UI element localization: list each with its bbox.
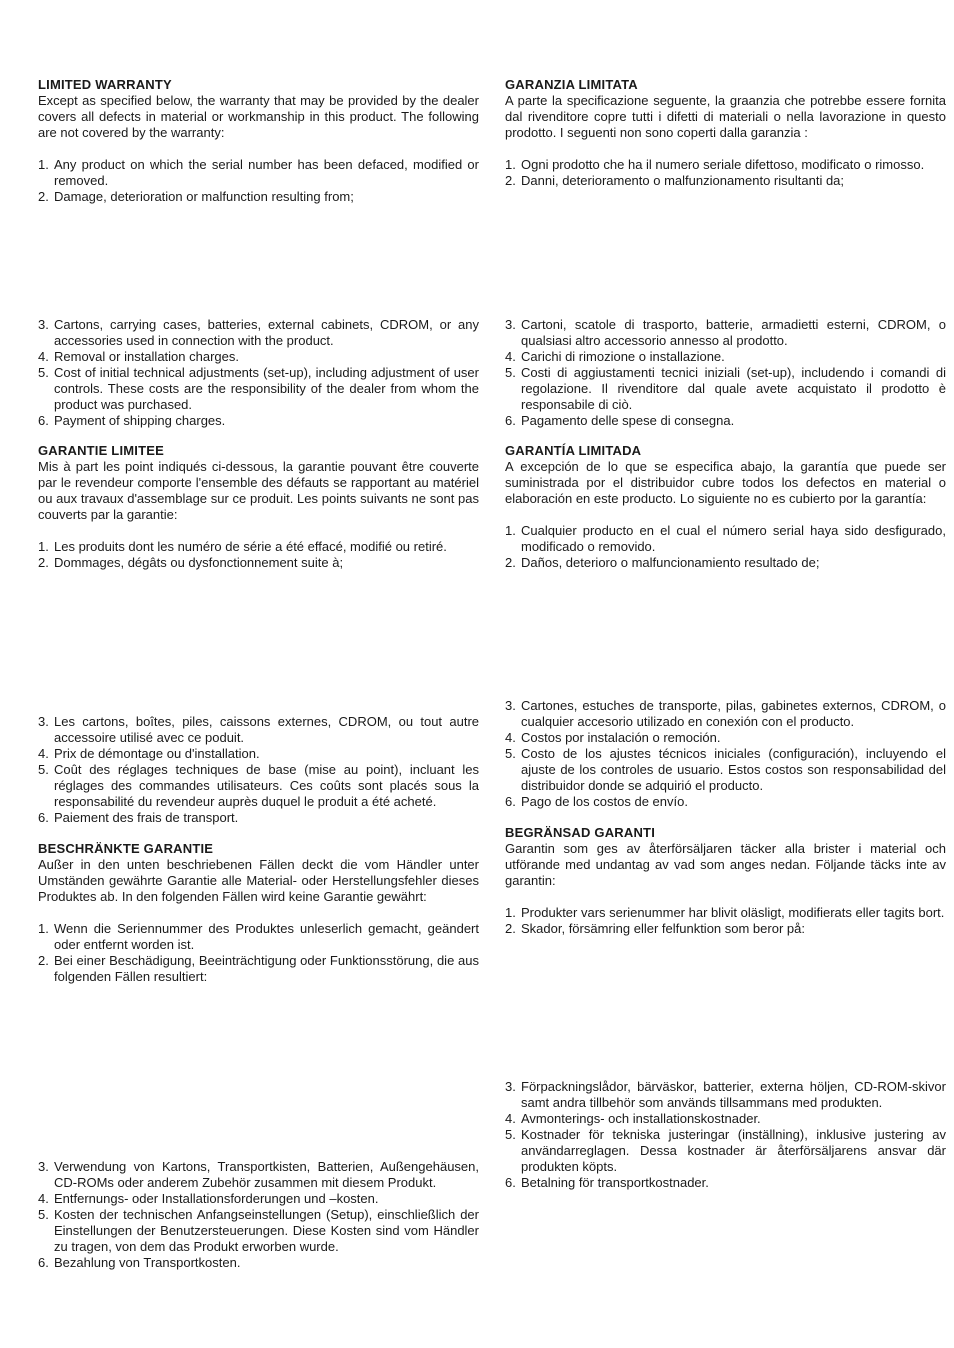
list-item: 4. Costos por instalación o remoción.: [505, 730, 721, 745]
section-es-bottom: [505, 698, 946, 810]
section-title: LIMITED WARRANTY: [38, 77, 172, 92]
list-item: 1. Les produits dont les numéro de série a été effacé, modifié ou retiré.: [38, 539, 447, 554]
exclusion-list: [505, 905, 946, 937]
list-item: 5. Cost of initial technical adjustments (set-up), including adjustment of user controls. These costs are the responsibility of the dealer from whom the product was purchased.: [38, 365, 479, 412]
exclusion-list: [505, 523, 946, 571]
list-item: 3. Cartons, carrying cases, batteries, external cabinets, CDROM, or any accessories used in connection with the product.: [38, 317, 479, 348]
exclusion-list: [38, 317, 479, 429]
list-item: 5. Kostnader för tekniska justeringar (inställning), inklusive justering av användarreglagen. Dessa kostnader är återförsäljarens ansvar där produkten köpts.: [505, 1127, 946, 1174]
list-item: 2. Danni, deterioramento o malfunzionamento risultanti da;: [505, 173, 845, 188]
list-item: 4. Entfernungs- oder Installationsforderungen und –kosten.: [38, 1191, 379, 1206]
section-fr-bottom: [38, 714, 479, 826]
section-fr-top: [38, 443, 479, 571]
list-item: 3. Cartoni, scatole di trasporto, batterie, armadietti esterni, CDROM, o qualsiasi altro accessorio annesso al prodotto.: [505, 317, 946, 348]
section-de-bottom: [38, 1159, 479, 1271]
list-item: 5. Kosten der technischen Anfangseinstellungen (Setup), einschließlich der Einstellungen der Benutzersteuerungen. Diese Kosten sind vom Händler zu tragen, von dem das Produkt erworben wurde.: [38, 1207, 479, 1254]
list-item: 6. Pago de los costos de envío.: [505, 794, 688, 809]
list-item: 2. Damage, deterioration or malfunction resulting from;: [38, 189, 354, 204]
exclusion-list: [38, 157, 479, 205]
section-intro: A excepción de lo que se especifica abajo, la garantía que puede ser suministrada por el distribuidor cubre todos los defectos en material o elaboración en este producto. Lo siguiente no es cubierto por la garantía:: [505, 459, 946, 506]
list-item: 4. Removal or installation charges.: [38, 349, 239, 364]
section-sv-top: [505, 825, 946, 937]
list-item: 3. Les cartons, boîtes, piles, caissons externes, CDROM, ou tout autre accessoire utilisé avec ce poduit.: [38, 714, 479, 745]
exclusion-list: [505, 317, 946, 429]
section-title: BEGRÄNSAD GARANTI: [505, 825, 656, 840]
list-item: 3. Cartones, estuches de transporte, pilas, gabinetes externos, CDROM, o cualquier accesorio utilizado en conexión con el producto.: [505, 698, 946, 729]
list-item: 6. Payment of shipping charges.: [38, 413, 226, 428]
section-en-bottom: [38, 317, 479, 429]
list-item: 5. Costi di aggiustamenti tecnici iniziali (set-up), includendo i comandi di regolazione. Il rivenditore dal quale avete acquistato il prodotto è responsabile di ciò.: [505, 365, 946, 412]
list-item: 1. Any product on which the serial number has been defaced, modified or removed.: [38, 157, 479, 188]
section-sv-bottom: [505, 1079, 946, 1191]
section-en-top: [38, 77, 479, 205]
exclusion-list: [505, 698, 946, 810]
exclusion-list: [505, 157, 946, 189]
section-intro: Mis à part les point indiqués ci-dessous, la garantie pouvant être couverte par le revendeur comporte l'ensemble des défauts se rapportant au matériel ou aux travaux d'assemblage sur ce produit. Les points suivants ne sont pas couverts par la garantie:: [38, 459, 479, 522]
list-item: 3. Verwendung von Kartons, Transportkisten, Batterien, Außengehäusen, CD-ROMs oder anderem Zubehör zusammen mit diesem Produkt.: [38, 1159, 479, 1190]
section-intro: Garantin som ges av återförsäljaren täcker alla brister i material och utförande med undantag av vad som anges nedan. Följande täcks inte av garantin:: [505, 841, 946, 888]
section-es-top: [505, 443, 946, 571]
section-it-top: [505, 77, 946, 189]
list-item: 4. Prix de démontage ou d'installation.: [38, 746, 260, 761]
list-item: 4. Carichi di rimozione o installazione.: [505, 349, 725, 364]
list-item: 3. Förpackningslådor, bärväskor, batterier, externa höljen, CD-ROM-skivor samt andra tillbehör som används tillsammans med produkten.: [505, 1079, 946, 1110]
section-de-top: [38, 841, 479, 985]
section-intro: Außer in den unten beschriebenen Fällen deckt die vom Händler unter Umständen gewährte Garantie alle Material- oder Herstellungsfehler dieses Produktes ab. In den folgenden Fällen wird keine Garantie gewährt:: [38, 857, 479, 904]
section-it-bottom: [505, 317, 946, 429]
exclusion-list: [505, 1079, 946, 1191]
section-intro: Except as specified below, the warranty that may be provided by the dealer covers all defects in material or workmanship in this product. The following are not covered by the warranty:: [38, 93, 479, 140]
list-item: 2. Bei einer Beschädigung, Beeinträchtigung oder Funktionsstörung, die aus folgenden Fällen resultiert:: [38, 953, 479, 984]
exclusion-list: [38, 714, 479, 826]
section-title: GARANZIA LIMITATA: [505, 77, 638, 92]
section-title: GARANTIE LIMITEE: [38, 443, 164, 458]
list-item: 2. Daños, deterioro o malfuncionamiento resultado de;: [505, 555, 820, 570]
list-item: 1. Wenn die Seriennummer des Produktes unleserlich gemacht, geändert oder entfernt worden ist.: [38, 921, 479, 952]
list-item: 1. Cualquier producto en el cual el número serial haya sido desfigurado, modificado o removido.: [505, 523, 946, 554]
list-item: 6. Paiement des frais de transport.: [38, 810, 239, 825]
list-item: 5. Costo de los ajustes técnicos iniciales (configuración), incluyendo el ajuste de los controles de usuario. Estos costos son responsabilidad del distribuidor donde se adquirió el producto.: [505, 746, 946, 793]
exclusion-list: [38, 921, 479, 985]
list-item: 2. Dommages, dégâts ou dysfonctionnement suite à;: [38, 555, 344, 570]
section-title: BESCHRÄNKTE GARANTIE: [38, 841, 214, 856]
section-title: GARANTÍA LIMITADA: [505, 443, 642, 458]
list-item: 1. Produkter vars serienummer har blivit oläsligt, modifierats eller tagits bort.: [505, 905, 945, 920]
list-item: 1. Ogni prodotto che ha il numero seriale difettoso, modificato o rimosso.: [505, 157, 925, 172]
exclusion-list: [38, 1159, 479, 1271]
list-item: 6. Bezahlung von Transportkosten.: [38, 1255, 241, 1270]
section-intro: A parte la specificazione seguente, la graanzia che potrebbe essere fornita dal rivenditore copre tutti i difetti di materiali o nella lavorazione in questo prodotto. I seguenti non sono coperti dalla garanzia :: [505, 93, 946, 140]
exclusion-list: [38, 539, 479, 571]
list-item: 6. Pagamento delle spese di consegna.: [505, 413, 735, 428]
list-item: 5. Coût des réglages techniques de base (mise au point), incluant les réglages des commandes utilisateurs. Ces coûts sont placés sous la responsabilité du revendeur auprès duquel le produit a été acheté.: [38, 762, 479, 809]
list-item: 6. Betalning för transportkostnader.: [505, 1175, 709, 1190]
list-item: 4. Avmonterings- och installationskostnader.: [505, 1111, 761, 1126]
list-item: 2. Skador, försämring eller felfunktion som beror på:: [505, 921, 805, 936]
